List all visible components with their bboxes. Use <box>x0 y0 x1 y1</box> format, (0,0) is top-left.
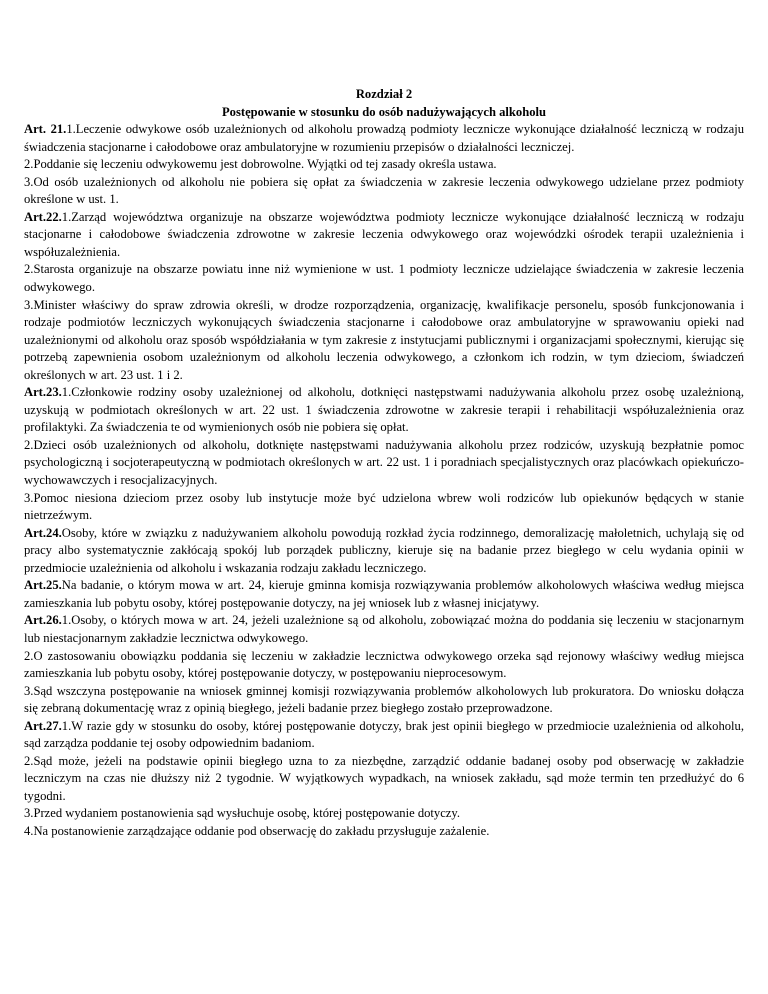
paragraph <box>24 823 744 841</box>
paragraph-text: 3.Przed wydaniem postanowienia sąd wysłuchuje osobę, której postępowanie dotyczy. <box>24 806 461 821</box>
paragraph-text: 3.Minister właściwy do spraw zdrowia określi, w drodze rozporządzenia, organizację, kwalifikacje personelu, sposób funkcjonowania i rodzaje podmiotów leczniczych wykonujących świadczenia stacjonarne i całodobowe oraz ambulatoryjne w sprawowaniu opieki nad uzależnionymi od alkoholu oraz sposób współdziałania w tym zakresie z instytucjami publicznymi i organizacjami społecznymi, kierując się potrzebą zapewnienia osobom uzależnionym od alkoholu leczenia odwykowego, a członkom ich rodzin, w tym dzieciom, świadczeń określonych w art. 23 ust. 1 i 2. <box>24 297 744 382</box>
paragraph <box>24 805 744 823</box>
article-paragraphs <box>24 121 744 840</box>
paragraph-text: 2.Starosta organizuje na obszarze powiatu inne niż wymienione w ust. 1 podmioty lecznicze udzielające świadczenia w zakresie leczenia odwykowego. <box>24 262 744 295</box>
paragraph-text: 2.Sąd może, jeżeli na podstawie opinii biegłego uzna to za niezbędne, zarządzić oddanie badanej osoby pod obserwację w zakładzie leczniczym na czas nie dłuższy niż 2 tygodnie. W wyjątkowych wypadkach, na wniosek zakładu, sąd może termin ten przedłużyć do 6 tygodni. <box>24 753 744 803</box>
paragraph <box>24 174 744 209</box>
paragraph-text: 1.Leczenie odwykowe osób uzależnionych od alkoholu prowadzą podmioty lecznicze wykonujące działalność leczniczą w rodzaju świadczenia stacjonarne i całodobowe oraz ambulatoryjne w rozumieniu przepisów o działalności leczniczej. <box>24 122 744 154</box>
article-number: Art. 21. <box>24 122 67 137</box>
paragraph <box>24 261 744 296</box>
article-number: Art.26. <box>24 613 62 628</box>
paragraph-text: Na badanie, o którym mowa w art. 24, kieruje gminna komisja rozwiązywania problemów alkoholowych właściwa według miejsca zamieszkania lub pobytu osoby, której postępowanie dotyczy, na jej wniosek lub z własnej inicjatywy. <box>24 578 744 610</box>
paragraph <box>24 121 744 156</box>
paragraph <box>24 156 744 174</box>
paragraph <box>24 490 744 525</box>
paragraph-text: 3.Od osób uzależnionych od alkoholu nie pobiera się opłat za świadczenia w zakresie leczenia odwykowego udzielane przez podmioty określone w ust. 1. <box>24 174 744 207</box>
paragraph <box>24 577 744 612</box>
article-number: Art.23. <box>24 385 62 400</box>
article-number: Art.22. <box>24 209 62 224</box>
document-page <box>24 86 744 841</box>
chapter-title: Postępowanie w stosunku do osób nadużywających alkoholu <box>221 104 546 119</box>
paragraph <box>24 437 744 490</box>
paragraph <box>24 753 744 806</box>
paragraph-text: 4.Na postanowienie zarządzające oddanie pod obserwację do zakładu przysługuje zażalenie. <box>24 823 490 838</box>
paragraph <box>24 209 744 262</box>
paragraph-text: 2.Dzieci osób uzależnionych od alkoholu, dotknięte następstwami nadużywania alkoholu przez rodziców, uzyskują bezpłatnie pomoc psychologiczną i socjoterapeutyczną w podmiotach określonych w art. 22 ust. 1 i poradniach specjalistycznych oraz placówkach opiekuńczo-wychowawczych i resocjalizacyjnych. <box>24 437 744 488</box>
paragraph <box>24 297 744 385</box>
paragraph <box>24 683 744 718</box>
paragraph-text: 1.Członkowie rodziny osoby uzależnionej od alkoholu, dotknięci następstwami nadużywania alkoholu przez osobę uzależnioną, uzyskują w podmiotach określonych w art. 22 ust. 1 świadczenia zdrowotne w zakresie terapii i rehabilitacji współuzależnienia oraz profilaktyki. Za świadczenia te od wymienionych osób nie pobiera się opłat. <box>24 385 744 435</box>
article-number: Art.24. <box>24 525 62 540</box>
paragraph-text: 1.W razie gdy w stosunku do osoby, której postępowanie dotyczy, brak jest opinii biegłego w przedmiocie uzależnienia od alkoholu, sąd zarządza poddanie tej osoby odpowiednim badaniom. <box>24 718 744 751</box>
paragraph-text: 3.Pomoc niesiona dzieciom przez osoby lub instytucje może być udzielona wbrew woli rodziców lub opiekunów będących w stanie nietrzeźwym. <box>24 490 744 523</box>
paragraph-text: Osoby, które w związku z nadużywaniem alkoholu powodują rozkład życia rodzinnego, demoralizację małoletnich, uchylają się od pracy albo systematycznie zakłócają spokój lub porządek publiczny, kieruje się na badanie przez biegłego w celu wydania opinii w przedmiocie uzależnienia od alkoholu i wskazania rodzaju zakładu leczniczego. <box>24 525 744 575</box>
chapter-heading: Rozdział 2 <box>355 87 413 101</box>
paragraph-text: 2.Poddanie się leczeniu odwykowemu jest dobrowolne. Wyjątki od tej zasady określa ustawa. <box>24 157 497 172</box>
paragraph-text: 2.O zastosowaniu obowiązku poddania się leczeniu w zakładzie lecznictwa odwykowego orzeka sąd rejonowy właściwy według miejsca zamieszkania lub pobytu osoby, której postępowanie dotyczy, w postępowaniu nieprocesowym. <box>24 648 744 681</box>
paragraph <box>24 525 744 578</box>
paragraph <box>24 648 744 683</box>
paragraph <box>24 718 744 753</box>
paragraph <box>24 612 744 647</box>
paragraph-text: 1.Osoby, o których mowa w art. 24, jeżeli uzależnione są od alkoholu, zobowiązać można do poddania się leczeniu w stacjonarnym lub niestacjonarnym zakładzie lecznictwa odwykowego. <box>24 613 744 645</box>
paragraph-text: 3.Sąd wszczyna postępowanie na wniosek gminnej komisji rozwiązywania problemów alkoholowych lub prokuratora. Do wniosku dołącza się zebraną dokumentację wraz z opinią biegłego, jeżeli badanie przez biegłego zostało przeprowadzone. <box>24 683 744 716</box>
article-number: Art.25. <box>24 578 62 593</box>
paragraph-text: 1.Zarząd województwa organizuje na obszarze województwa podmioty lecznicze wykonujące działalność leczniczą w rodzaju stacjonarne i całodobowe świadczenia zdrowotne w zakresie leczenia odwykowego oraz wojewódzki ośrodek terapii uzależnienia i współuzależnienia. <box>24 209 744 259</box>
paragraph <box>24 384 744 437</box>
article-number: Art.27. <box>24 718 62 733</box>
